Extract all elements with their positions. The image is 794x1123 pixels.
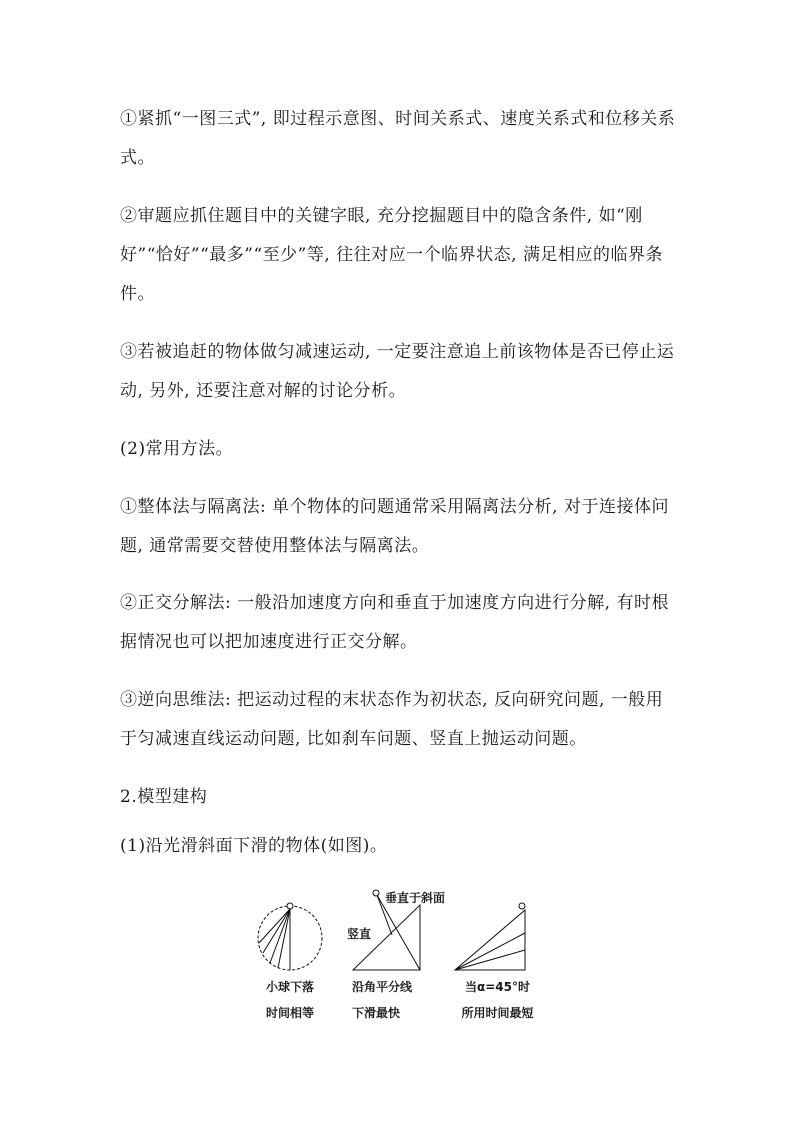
caption-circle xyxy=(255,980,325,1020)
label-perpendicular: 垂直于斜面 xyxy=(385,891,446,905)
label-vertical: 竖直 xyxy=(347,927,372,941)
caption-bisector-line1: 沿角平分线 xyxy=(352,980,413,994)
caption-circle-line2: 时间相等 xyxy=(265,1006,314,1020)
paragraph-6: ②正交分解法: 一般沿加速度方向和垂直于加速度方向进行分解, 有时根据情况也可以把加速度进行正交分解。 xyxy=(120,593,669,652)
paragraph-2: ②审题应抓住题目中的关键字眼, 充分挖掘题目中的隐含条件, 如“刚好”“恰好”“最多”“至少”等, 往往对应一个临界状态, 满足相应的临界条件。 xyxy=(120,206,663,304)
caption-bisector xyxy=(352,980,412,1020)
paragraph-1: ①紧抓“一图三式”, 即过程示意图、时间关系式、速度关系式和位移关系式。 xyxy=(120,109,676,168)
caption-circle-line1: 小球下落 xyxy=(265,980,314,994)
caption-angle-line1: 当α=45°时 xyxy=(465,980,530,994)
paragraph-7: ③逆向思维法: 把运动过程的末状态作为初状态, 反向研究问题, 一般用于匀减速直线运动问题, 比如刹车问题、竖直上抛运动问题。 xyxy=(120,690,664,749)
angle-diagram xyxy=(455,903,525,970)
caption-bisector-line2: 下滑最快 xyxy=(352,1006,401,1020)
incline-figure xyxy=(250,885,550,1025)
paragraph-5: ①整体法与隔离法: 单个物体的问题通常采用隔离法分析, 对于连接体问题, 通常需要交替使用整体法与隔离法。 xyxy=(120,497,669,556)
paragraph-3: ③若被追赶的物体做匀减速运动, 一定要注意追上前该物体是否已停止运动, 另外, 还要注意对解的讨论分析。 xyxy=(120,342,675,401)
section-heading: 2.模型建构 xyxy=(120,787,208,807)
caption-angle-line2: 所用时间最短 xyxy=(461,1006,534,1020)
caption-angle xyxy=(450,980,545,1020)
paragraph-4: (2)常用方法。 xyxy=(120,439,234,459)
paragraph-8: (1)沿光滑斜面下滑的物体(如图)。 xyxy=(120,836,388,856)
circle-diagram xyxy=(258,903,322,970)
